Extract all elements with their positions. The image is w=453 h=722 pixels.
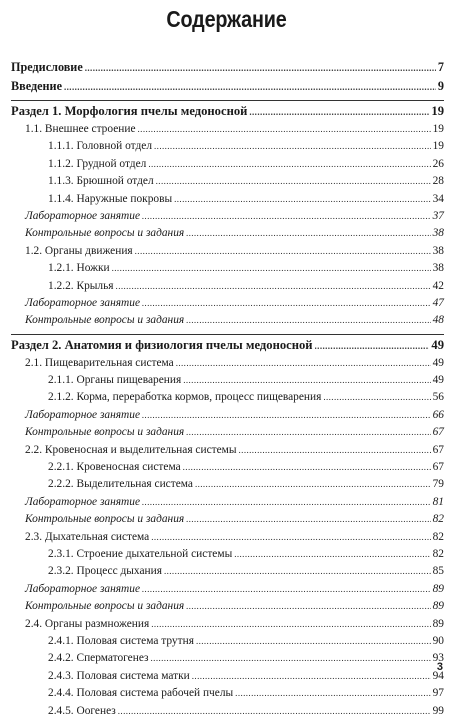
dot-leader	[192, 671, 431, 681]
toc-entry	[11, 618, 444, 635]
dot-leader	[186, 427, 430, 437]
toc-entry-title: Контрольные вопросы и задания	[25, 426, 185, 439]
toc-entry	[11, 391, 444, 408]
toc-entry-title: 2.4.2. Сперматогенез	[48, 652, 149, 665]
dot-leader	[142, 298, 431, 308]
toc-entry-page: 37	[432, 209, 444, 222]
toc-entry-page: 34	[432, 192, 444, 205]
toc-entry-page: 67	[432, 426, 444, 439]
toc-entry-title: Введение	[11, 79, 62, 93]
toc-entry-title: 2.4.5. Оогенез	[48, 704, 116, 717]
toc-entry-page: 26	[432, 157, 444, 170]
toc-entry-page: 94	[432, 669, 444, 682]
dot-leader	[64, 82, 436, 92]
toc-entry-title: 2.1.1. Органы пищеварения	[48, 374, 182, 387]
toc-entry-page: 38	[432, 262, 444, 275]
dot-leader	[151, 619, 430, 629]
dot-leader	[186, 514, 430, 524]
dot-leader	[249, 107, 429, 117]
toc-entry-title: 2.4.4. Половая система рабочей пчелы	[48, 687, 234, 700]
toc-entry-title: Лабораторное занятие	[25, 209, 141, 222]
dot-leader	[234, 549, 430, 559]
dot-leader	[138, 124, 431, 134]
toc-entry-page: 82	[432, 513, 444, 526]
dot-leader	[186, 315, 430, 325]
dot-leader	[135, 246, 431, 256]
toc-entry	[11, 297, 444, 314]
toc-entry-page: 19	[432, 123, 444, 135]
toc-entry-title: 1.1.2. Грудной отдел	[48, 157, 147, 170]
dot-leader	[142, 410, 431, 420]
toc-entry-title: 2.4.3. Половая система матки	[48, 669, 190, 682]
dot-leader	[186, 601, 430, 611]
toc-entry-page: 38	[432, 244, 444, 257]
toc-entry-title: 2.1. Пищеварительная система	[25, 356, 174, 369]
toc-entry-title: Контрольные вопросы и задания	[25, 227, 185, 240]
toc-entry-page: 48	[432, 314, 444, 327]
toc-entry-title: Лабораторное занятие	[25, 408, 141, 421]
toc-entry	[11, 158, 444, 175]
toc-entry	[11, 227, 444, 244]
toc-entry	[11, 140, 444, 157]
dot-leader	[154, 141, 431, 151]
toc-entry-page: 89	[432, 582, 444, 595]
toc-entry-page: 89	[432, 600, 444, 613]
dot-leader	[116, 281, 431, 291]
toc-entry	[11, 444, 444, 461]
section-divider	[11, 100, 444, 101]
dot-leader	[156, 176, 431, 186]
toc-entry-page: 89	[432, 617, 444, 630]
dot-leader	[315, 341, 430, 351]
toc-entry-title: Лабораторное занятие	[25, 495, 141, 508]
toc-entry	[11, 496, 444, 513]
dot-leader	[142, 211, 431, 221]
toc-entry	[11, 338, 444, 357]
toc-entry-page: 99	[432, 704, 444, 717]
dot-leader	[112, 263, 431, 273]
toc-entry	[11, 79, 444, 98]
toc-entry	[11, 175, 444, 192]
toc-entry-page: 82	[432, 547, 444, 560]
section-divider	[11, 334, 444, 335]
toc-entry-title: 2.3. Дыхательная система	[25, 530, 150, 543]
page-title: Содержание	[166, 6, 287, 32]
toc-entry	[11, 60, 444, 79]
toc-entry-page: 67	[432, 461, 444, 474]
toc-entry	[11, 565, 444, 582]
toc-entry-title: 2.3.1. Строение дыхательной системы	[48, 547, 233, 560]
toc-entry	[11, 210, 444, 227]
toc-entry-page: 85	[432, 565, 444, 578]
toc-entry-title: 2.2.2. Выделительная система	[48, 478, 193, 491]
toc-entry-page: 66	[432, 408, 444, 421]
toc-entry-page: 7	[437, 60, 444, 74]
toc-entry	[11, 461, 444, 478]
toc-entry-page: 28	[432, 175, 444, 188]
dot-leader	[183, 462, 431, 472]
toc-entry-page: 49	[432, 356, 444, 369]
toc-entry	[11, 123, 444, 140]
toc-entry-title: 2.4. Органы размножения	[25, 617, 150, 630]
toc-entry-page: 38	[432, 227, 444, 240]
toc-entry-title: Контрольные вопросы и задания	[25, 513, 185, 526]
dot-leader	[142, 584, 431, 594]
toc-entry-title: 2.2. Кровеносная и выделительная системы	[25, 443, 237, 456]
toc-entry-page: 67	[432, 443, 444, 456]
dot-leader	[235, 688, 430, 698]
toc-entry-page: 42	[432, 279, 444, 292]
toc-entry	[11, 687, 444, 704]
toc-entry-title: 1.2.1. Ножки	[48, 262, 110, 275]
toc-entry	[11, 635, 444, 652]
toc-entry-title: Лабораторное занятие	[25, 582, 141, 595]
toc-entry-page: 56	[432, 391, 444, 404]
page-number: 3	[436, 661, 443, 673]
toc-entry-title: 1.2.2. Крылья	[48, 279, 114, 292]
toc-entry	[11, 513, 444, 530]
toc-entry	[11, 478, 444, 495]
toc-entry-title: Контрольные вопросы и задания	[25, 314, 185, 327]
dot-leader	[323, 392, 430, 402]
toc-entry-page: 93	[432, 652, 444, 665]
dot-leader	[118, 706, 431, 716]
toc-entry-page: 82	[432, 530, 444, 543]
toc-entry-title: 2.4.1. Половая система трутня	[48, 634, 194, 647]
toc-entry	[11, 409, 444, 426]
toc-entry-page: 49	[432, 374, 444, 387]
toc-entry-page: 90	[432, 634, 444, 647]
toc-entry	[11, 193, 444, 210]
dot-leader	[142, 497, 431, 507]
dot-leader	[196, 636, 431, 646]
toc-entry	[11, 314, 444, 331]
toc-entry-title: 2.3.2. Процесс дыхания	[48, 565, 162, 578]
toc-entry	[11, 262, 444, 279]
toc-entry-title: 1.1.3. Брюшной отдел	[48, 175, 154, 188]
toc-entry	[11, 531, 444, 548]
toc-entry-title: 2.1.2. Корма, переработка кормов, процесс пищеварения	[48, 391, 322, 404]
dot-leader	[151, 532, 430, 542]
toc-entry-title: 1.1.4. Наружные покровы	[48, 192, 173, 205]
toc-entry	[11, 548, 444, 565]
toc-entry-title: Раздел 2. Анатомия и физиология пчелы медоносной	[11, 337, 313, 352]
dot-leader	[239, 445, 431, 455]
toc-entry	[11, 705, 444, 722]
toc-entry-title: Контрольные вопросы и задания	[25, 600, 185, 613]
toc-entry-title: Лабораторное занятие	[25, 296, 141, 309]
toc-entry-page: 19	[431, 104, 444, 118]
toc-entry-page: 97	[432, 687, 444, 700]
toc-entry-title: 1.1. Внешнее строение	[25, 123, 136, 135]
dot-leader	[195, 479, 431, 489]
toc-entry	[11, 600, 444, 617]
dot-leader	[176, 358, 431, 368]
toc-entry	[11, 426, 444, 443]
toc-entry	[11, 670, 444, 687]
toc-entry-page: 47	[432, 296, 444, 309]
toc-entry-title: 1.2. Органы движения	[25, 244, 133, 257]
toc-entry-title: Раздел 1. Морфология пчелы медоносной	[11, 104, 248, 118]
toc-entry	[11, 104, 444, 123]
table-of-contents	[11, 60, 444, 722]
toc-entry	[11, 357, 444, 374]
toc-entry	[11, 652, 444, 669]
toc-entry	[11, 280, 444, 297]
toc-entry	[11, 583, 444, 600]
dot-leader	[174, 194, 430, 204]
toc-entry-title: Предисловие	[11, 60, 83, 74]
toc-entry-page: 9	[437, 79, 444, 93]
toc-entry-page: 19	[432, 140, 444, 153]
dot-leader	[148, 159, 430, 169]
toc-entry	[11, 245, 444, 262]
toc-entry-page: 49	[431, 337, 444, 352]
toc-entry-page: 81	[432, 495, 444, 508]
toc-entry-title: 1.1.1. Головной отдел	[48, 140, 153, 153]
toc-entry	[11, 374, 444, 391]
dot-leader	[151, 653, 431, 663]
dot-leader	[186, 228, 430, 238]
toc-entry-title: 2.2.1. Кровеносная система	[48, 461, 181, 474]
dot-leader	[183, 375, 430, 385]
toc-entry-page: 79	[432, 478, 444, 491]
dot-leader	[164, 566, 431, 576]
dot-leader	[85, 63, 436, 73]
